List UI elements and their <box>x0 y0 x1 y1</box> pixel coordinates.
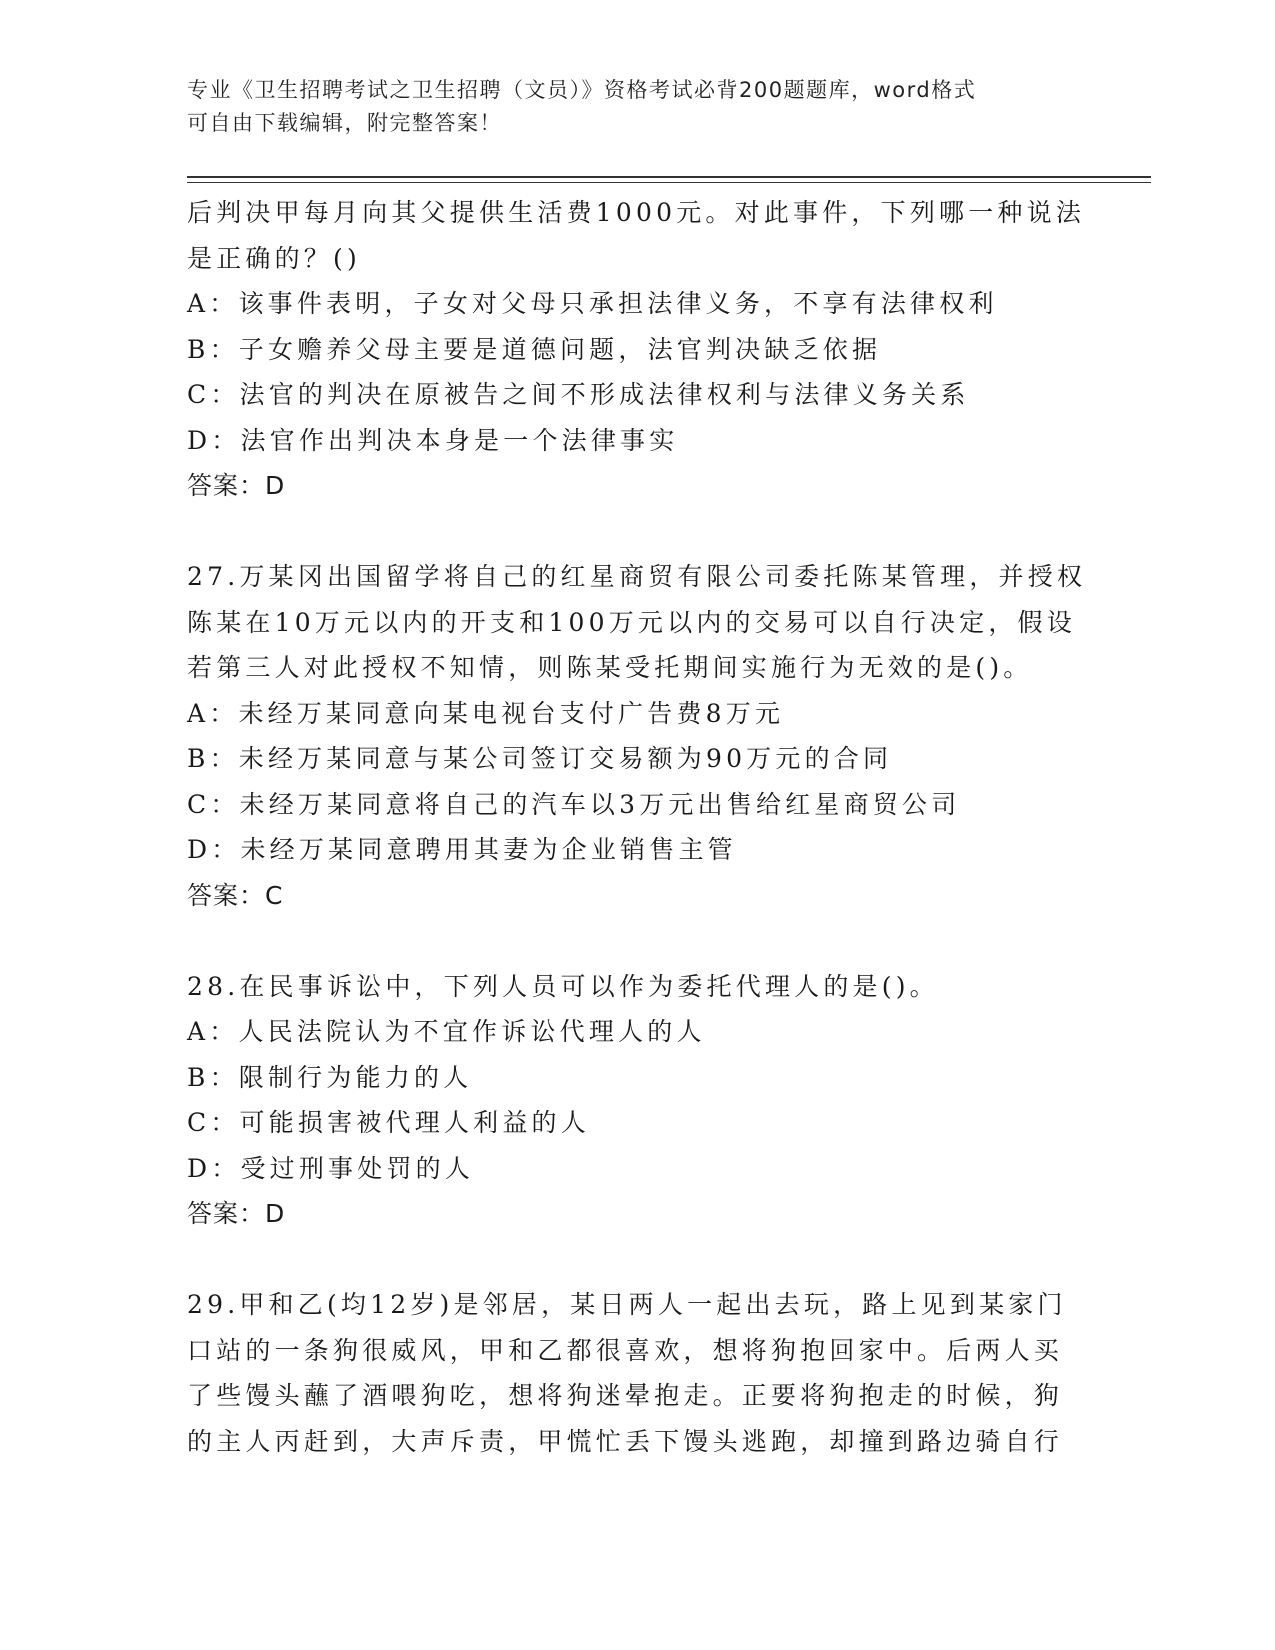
option-a: A：未经万某同意向某电视台支付广告费8万元 <box>187 698 785 728</box>
question-29 <box>187 1282 1087 1464</box>
document-header <box>187 74 1067 140</box>
question-stem: 了些馒头蘸了酒喂狗吃，想将狗迷晕抱走。正要将狗抱走的时候，狗 <box>187 1381 1064 1410</box>
header-rule-thick <box>187 176 1151 178</box>
question-stem: 27.万某冈出国留学将自己的红星商贸有限公司委托陈某管理，并授权 <box>187 562 1087 591</box>
question-stem: 是正确的？() <box>187 243 361 273</box>
option-c: C：可能损害被代理人利益的人 <box>187 1108 590 1137</box>
question-stem: 后判决甲每月向其父提供生活费1000元。对此事件，下列哪一种说法 <box>187 198 1086 227</box>
option-d: D：受过刑事处罚的人 <box>187 1153 475 1183</box>
question-stem: 28.在民事诉讼中，下列人员可以作为委托代理人的是()。 <box>187 971 939 1001</box>
answer: 答案：C <box>187 880 284 910</box>
question-stem: 口站的一条狗很威风，甲和乙都很喜欢，想将狗抱回家中。后两人买 <box>187 1335 1064 1365</box>
answer: 答案：D <box>187 471 286 500</box>
answer: 答案：D <box>187 1199 286 1228</box>
question-28 <box>187 964 1087 1237</box>
question-stem: 陈某在10万元以内的开支和100万元以内的交易可以自行决定，假设 <box>187 607 1076 637</box>
question-26 <box>187 190 1087 509</box>
option-d: D：法官作出判决本身是一个法律事实 <box>187 425 679 455</box>
header-rule-thin <box>187 182 1151 183</box>
question-stem: 若第三人对此授权不知情，则陈某受托期间实施行为无效的是()。 <box>187 653 1033 682</box>
spacer <box>187 918 1087 964</box>
spacer <box>187 509 1087 555</box>
option-a: A：该事件表明，子女对父母只承担法律义务，不享有法律权利 <box>187 289 998 318</box>
option-c: C：法官的判决在原被告之间不形成法律权利与法律义务关系 <box>187 380 970 409</box>
option-b: B：子女赡养父母主要是道德问题，法官判决缺乏依据 <box>187 334 882 364</box>
spacer <box>187 1237 1087 1283</box>
document-body <box>187 190 1087 1464</box>
option-a: A：人民法院认为不宜作诉讼代理人的人 <box>187 1017 706 1046</box>
option-b: B：未经万某同意与某公司签订交易额为90万元的合同 <box>187 744 893 773</box>
question-stem: 29.甲和乙(均12岁)是邻居，某日两人一起出去玩，路上见到某家门 <box>187 1290 1067 1319</box>
question-27 <box>187 554 1087 918</box>
question-stem: 的主人丙赶到，大声斥责，甲慌忙丢下馒头逃跑，却撞到路边骑自行 <box>187 1426 1064 1456</box>
option-b: B：限制行为能力的人 <box>187 1062 473 1092</box>
header-line-1: 专业《卫生招聘考试之卫生招聘（文员）》资格考试必背200题题库，word格式 <box>187 78 977 102</box>
header-line-2: 可自由下载编辑，附完整答案！ <box>187 111 502 135</box>
option-c: C：未经万某同意将自己的汽车以3万元出售给红星商贸公司 <box>187 789 961 819</box>
option-d: D：未经万某同意聘用其妻为企业销售主管 <box>187 835 737 864</box>
